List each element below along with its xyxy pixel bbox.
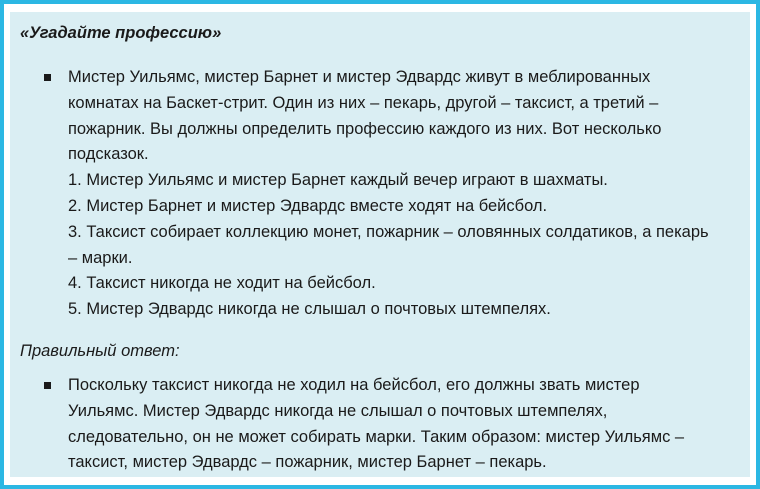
answer-line: таксист, мистер Эдвардс – пожарник, мистер Барнет – пекарь. <box>68 453 547 472</box>
puzzle-intro-line: комнатах на Баскет-стрит. Один из них – пекарь, другой – таксист, а третий – <box>68 93 659 112</box>
clue-line: 1. Мистер Уильямс и мистер Барнет каждый вечер играют в шахматы. <box>68 171 608 190</box>
answer-bullet-icon <box>44 382 51 389</box>
clue-line: – марки. <box>68 248 133 267</box>
page-title: «Угадайте профессию» <box>20 24 222 42</box>
clue-line: 5. Мистер Эдвардс никогда не слышал о почтовых штемпелях. <box>68 300 551 319</box>
answer-text <box>68 373 684 476</box>
answer-line: Уильямс. Мистер Эдвардс никогда не слышал о почтовых штемпелях, <box>68 401 608 420</box>
clue-line: 3. Таксист собирает коллекцию монет, пожарник – оловянных солдатиков, а пекарь <box>68 222 709 241</box>
outer-frame <box>4 4 756 485</box>
puzzle-text <box>68 65 709 323</box>
answer-line: Поскольку таксист никогда не ходил на бейсбол, его должны звать мистер <box>68 376 640 394</box>
clue-line: 2. Мистер Барнет и мистер Эдвардс вместе ходят на бейсбол. <box>68 196 548 215</box>
clue-line: 4. Таксист никогда не ходит на бейсбол. <box>68 274 376 293</box>
puzzle-bullet-icon <box>44 74 51 81</box>
puzzle-intro-line: Мистер Уильямс, мистер Барнет и мистер Эдвардс живут в меблированных <box>68 68 651 86</box>
answer-label: Правильный ответ: <box>20 342 180 360</box>
puzzle-intro-line: подсказок. <box>68 145 149 164</box>
answer-line: следовательно, он не может собирать марки. Таким образом: мистер Уильямс – <box>68 427 685 446</box>
puzzle-intro-line: пожарник. Вы должны определить профессию каждого из них. Вот несколько <box>68 119 662 138</box>
content-panel <box>10 12 750 477</box>
